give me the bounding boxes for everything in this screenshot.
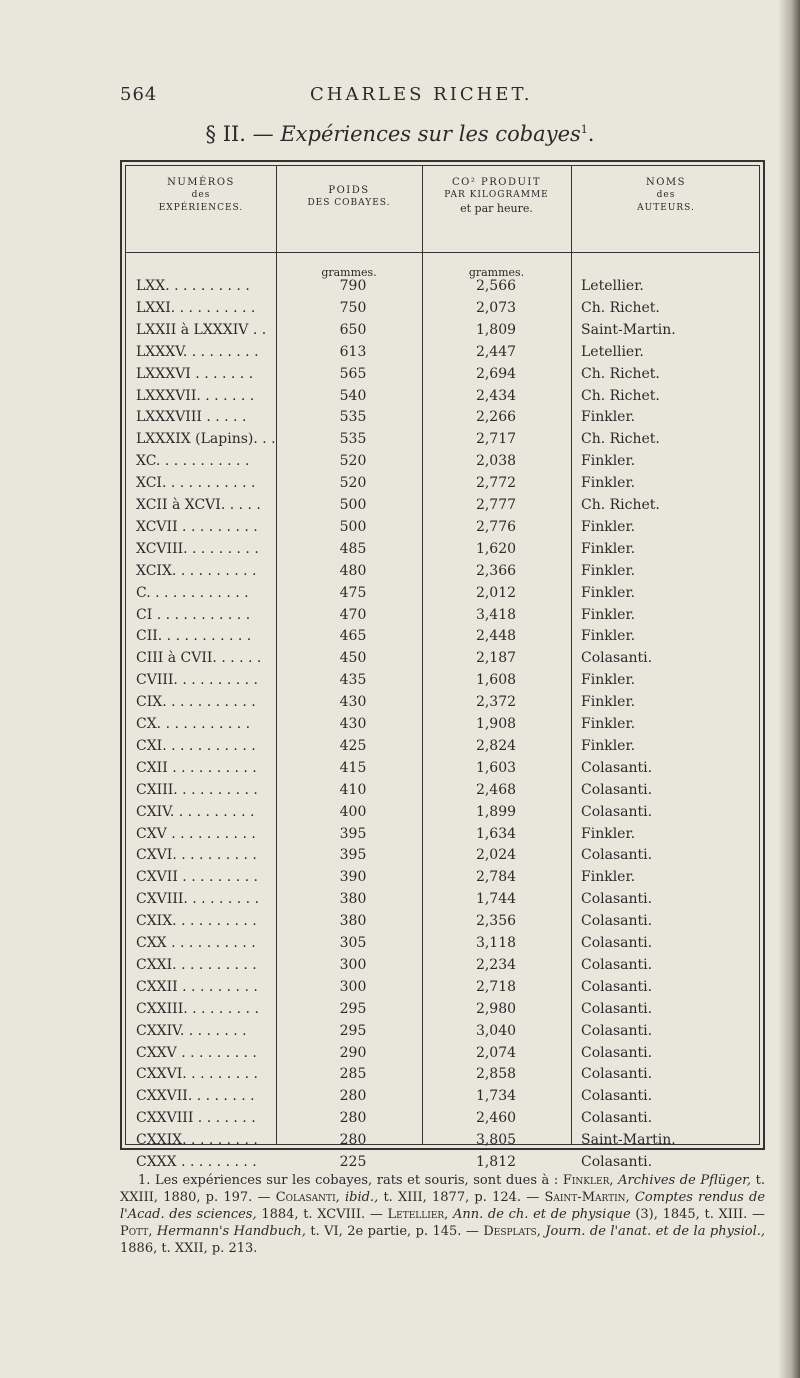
- author-cell: Colasanti.: [581, 1022, 653, 1039]
- table-row: [126, 628, 759, 650]
- co2-cell: 1,634: [475, 825, 517, 842]
- experiment-cell: CXVIII. . . . . . . . .: [136, 891, 260, 908]
- weight-cell: 300: [339, 956, 367, 973]
- experiment-cell: LXXII à LXXXIV . .: [136, 321, 267, 338]
- weight-cell: 500: [339, 518, 367, 535]
- author-cell: Finkler.: [581, 584, 636, 601]
- weight-cell: 280: [339, 1132, 367, 1149]
- weight-cell: 520: [339, 475, 367, 492]
- experiment-cell: XC. . . . . . . . . . .: [136, 453, 250, 470]
- page-number: 564: [120, 84, 158, 105]
- footnote-work: Archives de Pflüger,: [618, 1173, 752, 1188]
- experiment-cell: XCVIII. . . . . . . . .: [136, 540, 259, 557]
- co2-cell: 2,266: [475, 409, 517, 426]
- experiment-cell: LXXXV. . . . . . . . .: [136, 343, 259, 360]
- experiment-cell: CXXV . . . . . . . . .: [136, 1044, 257, 1061]
- column-header-co2: [422, 176, 571, 215]
- running-title: CHARLES RICHET.: [310, 84, 533, 105]
- author-cell: Finkler.: [581, 672, 636, 689]
- running-header: [120, 84, 760, 112]
- co2-cell: 2,356: [475, 913, 517, 930]
- co2-cell: 2,012: [475, 584, 517, 601]
- experiment-cell: CXXVIII . . . . . . .: [136, 1110, 256, 1127]
- footnote-work: Hermann's Handbuch,: [156, 1224, 306, 1239]
- weight-cell: 410: [339, 781, 367, 798]
- weight-unit: grammes.: [321, 266, 377, 279]
- co2-cell: 2,718: [475, 978, 517, 995]
- table-row: [126, 738, 759, 760]
- co2-cell: 2,824: [475, 737, 517, 754]
- footnote-ref: t. VI, 2e partie, p. 145. —: [310, 1224, 479, 1239]
- table-row: [126, 1110, 759, 1132]
- author-cell: Colasanti.: [581, 1066, 653, 1083]
- co2-cell: 2,447: [475, 343, 517, 360]
- column-header-line: PAR KILOGRAMME: [444, 190, 549, 200]
- weight-cell: 295: [339, 1000, 367, 1017]
- table-row: [126, 650, 759, 672]
- experiment-cell: CII. . . . . . . . . . .: [136, 628, 252, 645]
- author-cell: Finkler.: [581, 869, 636, 886]
- column-header-weight: [276, 184, 422, 210]
- page-edge-shadow: [778, 0, 800, 1378]
- co2-cell: 2,776: [475, 518, 517, 535]
- weight-cell: 395: [339, 847, 367, 864]
- table-row: [126, 760, 759, 782]
- table-row: [126, 541, 759, 563]
- author-cell: Colasanti.: [581, 1044, 653, 1061]
- experiment-cell: CXX . . . . . . . . . .: [136, 935, 256, 951]
- author-cell: Finkler.: [581, 562, 636, 579]
- column-header-line: CO² PRODUIT: [451, 177, 542, 188]
- column-header-line: EXPÉRIENCES.: [158, 203, 244, 213]
- table-row: [126, 1088, 759, 1110]
- table-inner-border: [125, 165, 760, 1170]
- co2-cell: 1,734: [475, 1088, 517, 1105]
- co2-cell: 1,620: [475, 540, 517, 557]
- co2-cell: 2,784: [475, 869, 517, 886]
- weight-cell: 290: [339, 1044, 367, 1061]
- co2-cell: 2,024: [475, 847, 517, 864]
- table-row: [126, 957, 759, 979]
- experiment-cell: CXIII. . . . . . . . . .: [136, 781, 258, 798]
- co2-cell: 1,744: [475, 891, 517, 908]
- co2-cell: 2,448: [475, 628, 517, 645]
- author-cell: Colasanti.: [581, 913, 653, 930]
- author-cell: Finkler.: [581, 518, 636, 535]
- co2-cell: 2,980: [475, 1000, 517, 1017]
- co2-cell: 1,809: [475, 321, 517, 338]
- author-cell: Colasanti.: [581, 1088, 653, 1105]
- footnote-author: Saint-Martin,: [544, 1190, 630, 1205]
- table-row: [126, 563, 759, 585]
- author-cell: Finkler.: [581, 606, 636, 623]
- weight-cell: 565: [339, 365, 367, 382]
- weight-cell: 380: [339, 891, 367, 908]
- experiment-cell: CIX. . . . . . . . . . .: [136, 694, 256, 711]
- experiment-cell: CXII . . . . . . . . . .: [136, 759, 257, 776]
- table-row: [126, 672, 759, 694]
- weight-cell: 280: [339, 1088, 367, 1105]
- co2-cell: 2,434: [475, 387, 517, 404]
- author-cell: Ch. Richet.: [581, 431, 660, 448]
- experiment-cell: CXXII . . . . . . . . .: [136, 978, 258, 995]
- table-row: [126, 891, 759, 913]
- table-row: [126, 519, 759, 541]
- column-header-authors: [571, 176, 761, 215]
- table-row: [126, 431, 759, 453]
- weight-cell: 400: [339, 803, 367, 820]
- weight-cell: 535: [339, 409, 367, 426]
- weight-cell: 225: [339, 1154, 367, 1170]
- table-row: [126, 497, 759, 519]
- section-end: .: [587, 122, 595, 146]
- author-cell: Colasanti.: [581, 1154, 653, 1170]
- section-number: § II. —: [205, 122, 274, 146]
- table-row: [126, 804, 759, 826]
- co2-cell: 2,772: [475, 475, 517, 492]
- experiment-cell: CXV . . . . . . . . . .: [136, 825, 256, 842]
- experiment-cell: CXXI. . . . . . . . . .: [136, 956, 257, 973]
- experiment-cell: CXVI. . . . . . . . . .: [136, 847, 257, 864]
- footnote-author: Colasanti,: [275, 1190, 340, 1205]
- footnote-author: Desplats,: [483, 1224, 541, 1239]
- table-row: [126, 1045, 759, 1067]
- author-cell: Colasanti.: [581, 1000, 653, 1017]
- experiment-cell: CXXVII. . . . . . . .: [136, 1088, 255, 1105]
- weight-cell: 540: [339, 387, 367, 404]
- author-cell: Colasanti.: [581, 935, 653, 951]
- author-cell: Finkler.: [581, 737, 636, 754]
- author-cell: Colasanti.: [581, 650, 653, 667]
- experiment-cell: CXI. . . . . . . . . . .: [136, 737, 256, 754]
- table-row: [126, 585, 759, 607]
- footnote-work: Ann. de ch. et de physique: [452, 1207, 631, 1222]
- co2-cell: 2,858: [475, 1066, 517, 1083]
- author-cell: Finkler.: [581, 475, 636, 492]
- co2-cell: 1,603: [475, 759, 517, 776]
- weight-cell: 790: [339, 278, 367, 294]
- footnote-work: Comptes rendus de l'Acad. des sciences,: [120, 1190, 766, 1222]
- footnote-author: Letellier,: [387, 1207, 449, 1222]
- table-row: [126, 300, 759, 322]
- experiment-cell: LXXXVI . . . . . . .: [136, 365, 254, 382]
- weight-cell: 435: [339, 672, 367, 689]
- co2-cell: 2,694: [475, 365, 517, 382]
- experiment-cell: CX. . . . . . . . . . .: [136, 716, 251, 732]
- weight-cell: 430: [339, 694, 367, 711]
- author-cell: Colasanti.: [581, 781, 653, 798]
- co2-cell: 1,899: [475, 803, 517, 820]
- co2-cell: 2,038: [475, 453, 517, 470]
- experiment-cell: CXXIII. . . . . . . . .: [136, 1000, 259, 1017]
- weight-cell: 480: [339, 562, 367, 579]
- weight-cell: 500: [339, 497, 367, 513]
- weight-cell: 520: [339, 453, 367, 470]
- column-header-line: NUMÉROS: [167, 177, 235, 188]
- experiment-cell: CXVII . . . . . . . . .: [136, 869, 258, 886]
- weight-cell: 750: [339, 299, 367, 316]
- table-row: [126, 1023, 759, 1045]
- author-cell: Letellier.: [581, 278, 644, 294]
- column-header-line: POIDS: [328, 185, 370, 196]
- column-header-line: DES COBAYES.: [307, 198, 391, 208]
- weight-cell: 305: [339, 935, 367, 951]
- experiment-cell: XCI. . . . . . . . . . .: [136, 475, 256, 492]
- column-header-line: des: [656, 190, 676, 200]
- author-cell: Letellier.: [581, 343, 644, 360]
- table-row: [126, 716, 759, 738]
- table-row: [126, 453, 759, 475]
- weight-cell: 475: [339, 584, 367, 601]
- column-header-line: et par heure.: [460, 202, 533, 215]
- co2-cell: 2,187: [475, 650, 517, 667]
- data-table: [120, 160, 765, 1170]
- weight-cell: 380: [339, 913, 367, 930]
- weight-cell: 415: [339, 759, 367, 776]
- section-title: [0, 122, 800, 146]
- author-cell: Finkler.: [581, 694, 636, 711]
- experiment-cell: LXXI. . . . . . . . . .: [136, 299, 256, 316]
- table-row: [126, 409, 759, 431]
- author-cell: Ch. Richet.: [581, 497, 660, 513]
- co2-cell: 2,717: [475, 431, 517, 448]
- footnote: [120, 1172, 765, 1257]
- weight-cell: 650: [339, 321, 367, 338]
- weight-cell: 395: [339, 825, 367, 842]
- table-row: [126, 278, 759, 300]
- table-row: [126, 322, 759, 344]
- author-cell: Colasanti.: [581, 759, 653, 776]
- co2-cell: 3,118: [475, 935, 517, 951]
- co2-cell: 2,372: [475, 694, 517, 711]
- table-row: [126, 782, 759, 804]
- experiment-cell: CXXIX. . . . . . . . .: [136, 1132, 258, 1149]
- author-cell: Finkler.: [581, 540, 636, 557]
- table-row: [126, 1132, 759, 1154]
- co2-cell: 3,418: [475, 606, 517, 623]
- footnote-author: Pott,: [120, 1224, 153, 1239]
- footnote-work: Journ. de l'anat. et de la physiol.,: [545, 1224, 766, 1239]
- author-cell: Ch. Richet.: [581, 365, 660, 382]
- weight-cell: 300: [339, 978, 367, 995]
- footnote-ref: 1886, t. XXII, p. 213.: [120, 1241, 258, 1256]
- experiment-cell: LXXXVII. . . . . . .: [136, 387, 255, 404]
- experiment-cell: XCII à XCVI. . . . .: [136, 497, 261, 513]
- co2-cell: 3,805: [475, 1132, 517, 1149]
- experiment-cell: LXX. . . . . . . . . .: [136, 278, 250, 294]
- table-row: [126, 935, 759, 957]
- footnote-ref: t. XXIII, 1880, p. 197. —: [120, 1173, 765, 1205]
- table-row: [126, 344, 759, 366]
- co2-cell: 2,366: [475, 562, 517, 579]
- header-divider: [126, 252, 759, 253]
- experiment-cell: CVIII. . . . . . . . . .: [136, 672, 258, 689]
- table-row: [126, 607, 759, 629]
- co2-cell: 1,812: [475, 1154, 517, 1170]
- co2-cell: 2,074: [475, 1044, 517, 1061]
- footnote-intro: 1. Les expériences sur les cobayes, rats et souris, sont dues à :: [138, 1173, 559, 1188]
- author-cell: Colasanti.: [581, 978, 653, 995]
- footnote-mark: 1: [580, 123, 588, 136]
- author-cell: Colasanti.: [581, 803, 653, 820]
- weight-cell: 465: [339, 628, 367, 645]
- co2-cell: 1,908: [475, 716, 517, 732]
- table-row: [126, 826, 759, 848]
- column-header-line: AUTEURS.: [637, 203, 695, 213]
- author-cell: Colasanti.: [581, 847, 653, 864]
- co2-cell: 2,460: [475, 1110, 517, 1127]
- author-cell: Colasanti.: [581, 956, 653, 973]
- author-cell: Colasanti.: [581, 891, 653, 908]
- section-heading: Expériences sur les cobayes: [280, 122, 581, 146]
- author-cell: Finkler.: [581, 825, 636, 842]
- table-row: [126, 694, 759, 716]
- footnote-author: Finkler,: [562, 1173, 614, 1188]
- author-cell: Finkler.: [581, 453, 636, 470]
- weight-cell: 280: [339, 1110, 367, 1127]
- co2-unit: grammes.: [468, 266, 525, 279]
- table-row: [126, 366, 759, 388]
- weight-cell: 613: [339, 343, 367, 360]
- co2-cell: 2,234: [475, 956, 517, 973]
- footnote-ref: (3), 1845, t. XIII. —: [635, 1207, 765, 1222]
- co2-cell: 2,566: [475, 278, 517, 294]
- experiment-cell: XCIX. . . . . . . . . .: [136, 562, 257, 579]
- author-cell: Ch. Richet.: [581, 299, 660, 316]
- co2-cell: 3,040: [475, 1022, 517, 1039]
- author-cell: Saint-Martin.: [581, 321, 676, 338]
- co2-cell: 1,608: [475, 672, 517, 689]
- author-cell: Finkler.: [581, 716, 636, 732]
- table-row: [126, 979, 759, 1001]
- experiment-cell: LXXXVIII . . . . .: [136, 409, 247, 426]
- co2-cell: 2,073: [475, 299, 517, 316]
- weight-cell: 470: [339, 606, 367, 623]
- weight-cell: 295: [339, 1022, 367, 1039]
- weight-cell: 425: [339, 737, 367, 754]
- experiment-cell: CXXX . . . . . . . . .: [136, 1154, 257, 1170]
- weight-cell: 390: [339, 869, 367, 886]
- column-header-line: NOMS: [645, 177, 687, 188]
- experiment-cell: XCVII . . . . . . . . .: [136, 518, 258, 535]
- footnote-work: ibid.,: [344, 1190, 379, 1205]
- footnote-ref: t. XIII, 1877, p. 124. —: [383, 1190, 540, 1205]
- weight-cell: 485: [339, 540, 367, 557]
- footnote-ref: 1884, t. XCVIII. —: [261, 1207, 383, 1222]
- experiment-cell: CIII à CVII. . . . . .: [136, 650, 262, 667]
- table-row: [126, 388, 759, 410]
- experiment-cell: LXXXIX (Lapins). . .: [136, 431, 276, 448]
- table-row: [126, 869, 759, 891]
- weight-cell: 430: [339, 716, 367, 732]
- author-cell: Ch. Richet.: [581, 387, 660, 404]
- co2-cell: 2,468: [475, 781, 517, 798]
- author-cell: Colasanti.: [581, 1110, 653, 1127]
- experiment-cell: CXIX. . . . . . . . . .: [136, 913, 257, 930]
- column-header-line: des: [191, 190, 211, 200]
- co2-cell: 2,777: [475, 497, 517, 513]
- table-row: [126, 1001, 759, 1023]
- experiment-cell: CI . . . . . . . . . . .: [136, 606, 251, 623]
- author-cell: Finkler.: [581, 628, 636, 645]
- weight-cell: 535: [339, 431, 367, 448]
- experiment-cell: CXXVI. . . . . . . . .: [136, 1066, 258, 1083]
- table-row: [126, 475, 759, 497]
- table-row: [126, 847, 759, 869]
- experiment-cell: C. . . . . . . . . . . .: [136, 584, 249, 601]
- author-cell: Saint-Martin.: [581, 1132, 676, 1149]
- table-row: [126, 1066, 759, 1088]
- column-header-experiments: [126, 176, 276, 215]
- author-cell: Finkler.: [581, 409, 636, 426]
- weight-cell: 285: [339, 1066, 367, 1083]
- experiment-cell: CXXIV. . . . . . . .: [136, 1022, 247, 1039]
- table-row: [126, 913, 759, 935]
- weight-cell: 450: [339, 650, 367, 667]
- experiment-cell: CXIV. . . . . . . . . .: [136, 803, 255, 820]
